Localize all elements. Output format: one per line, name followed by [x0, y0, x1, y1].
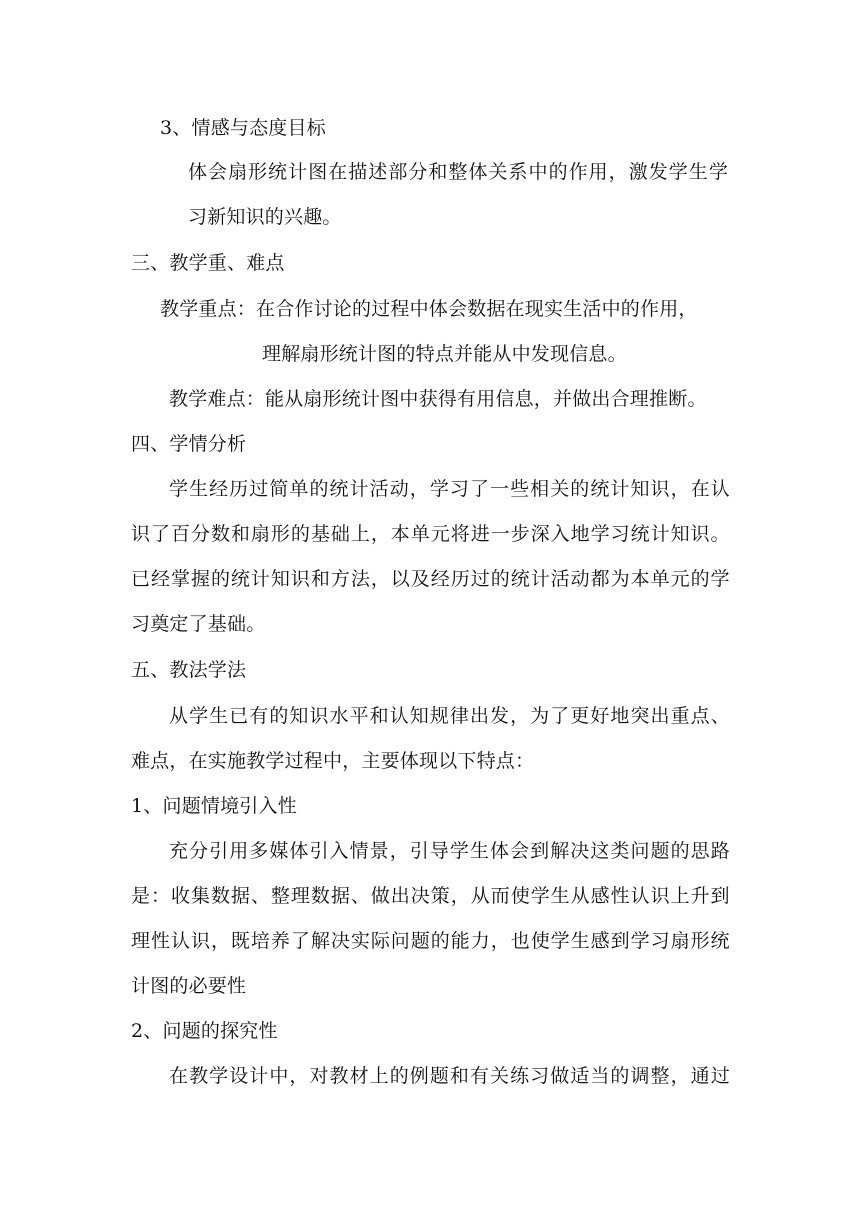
- body-text-line: 识 了 百 分 数 和 扇 形 的 基 础 上 ， 本 单 元 将 进 一 步 深 入 地 学 习 统 计 知 识 。: [131, 523, 730, 545]
- body-text-line: 充 分 引 用 多 媒 体 引 入 情 景 ， 引 导 学 生 体 会 到 解 决 这 类 问 题 的 思 路: [169, 840, 730, 862]
- body-text-line: 体 会 扇 形 统 计 图 在 描 述 部 分 和 整 体 关 系 中 的 作 用 ， 激 发 学 生 学: [188, 161, 728, 183]
- body-text-line: 教学难点：能从扇形统计图中获得有用信息，并做出合理推断。: [169, 388, 707, 410]
- body-text-line: 从 学 生 已 有 的 知 识 水 平 和 认 知 规 律 出 发 ， 为 了 更 好 地 突 出 重 点 、: [169, 705, 730, 727]
- body-text-line: 习新知识的兴趣。: [188, 206, 342, 228]
- subsection-heading: 2、问题的探究性: [131, 1020, 278, 1042]
- body-text-line: 理解扇形统计图的特点并能从中发现信息。: [262, 343, 627, 365]
- body-text-line: 计图的必要性: [131, 975, 247, 997]
- body-text-line: 难点，在实施教学过程中，主要体现以下特点：: [131, 750, 535, 772]
- section-heading: 三、教学重、难点: [131, 252, 285, 274]
- subsection-heading: 3、情感与态度目标: [160, 117, 326, 139]
- subsection-heading: 1、问题情境引入性: [131, 795, 297, 817]
- body-text-line: 理 性 认 识 ， 既 培 养 了 解 决 实 际 问 题 的 能 力 ， 也 使 学 生 感 到 学 习 扇 形 统: [131, 930, 730, 952]
- body-text-line: 在 教 学 设 计 中 ， 对 教 材 上 的 例 题 和 有 关 练 习 做 适 当 的 调 整 ， 通 过: [169, 1065, 730, 1087]
- body-text-line: 教学重点：在合作讨论的过程中体会数据在现实生活中的作用，: [160, 298, 698, 320]
- section-heading: 五、教法学法: [131, 659, 247, 681]
- body-text-line: 是 ： 收 集 数 据 、 整 理 数 据 、 做 出 决 策 ， 从 而 使 学 生 从 感 性 认 识 上 升 到: [131, 885, 730, 907]
- body-text-line: 学 生 经 历 过 简 单 的 统 计 活 动 ， 学 习 了 一 些 相 关 的 统 计 知 识 ， 在 认: [169, 478, 730, 500]
- body-text-line: 已 经 掌 握 的 统 计 知 识 和 方 法 ， 以 及 经 历 过 的 统 计 活 动 都 为 本 单 元 的 学: [131, 568, 730, 590]
- section-heading: 四、学情分析: [131, 433, 247, 455]
- body-text-line: 习奠定了基础。: [131, 613, 266, 635]
